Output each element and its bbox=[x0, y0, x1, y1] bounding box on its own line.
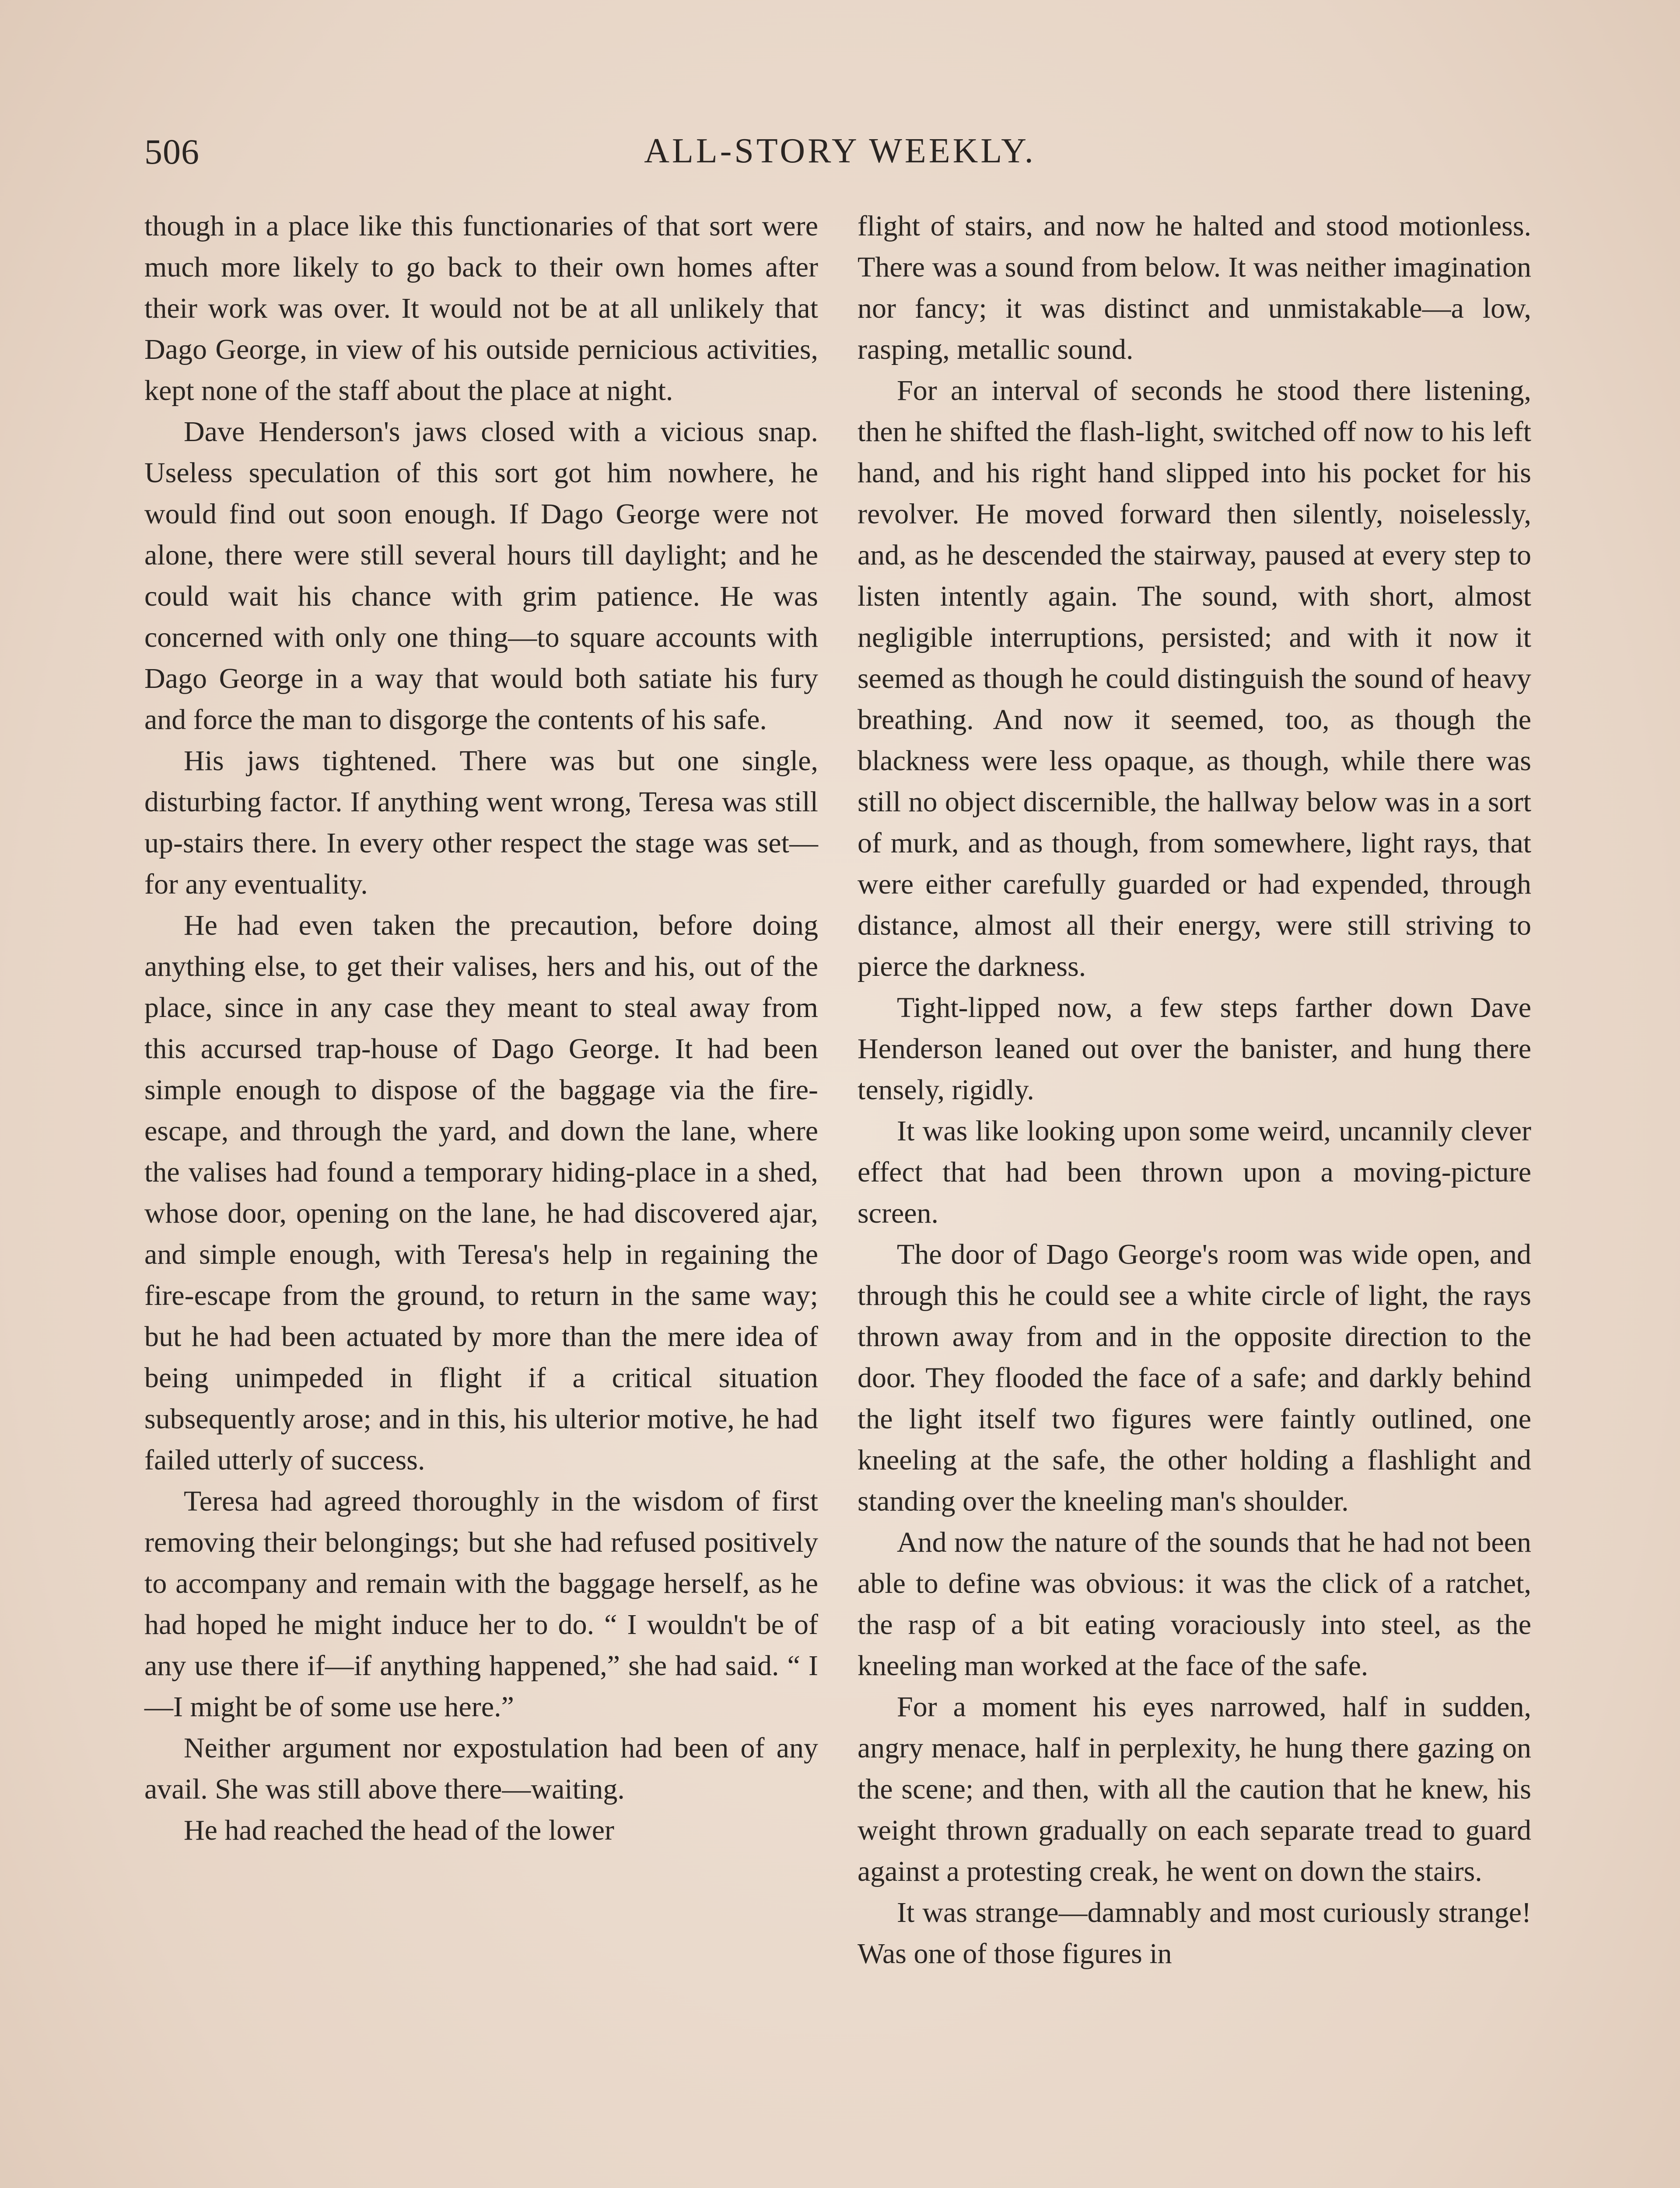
paragraph: His jaws tightened. There was but one single, disturbing factor. If anything went wrong, Teresa was still up-stairs there. In every other respect the stage was set—for any eventuality. bbox=[144, 745, 818, 900]
left-column bbox=[144, 206, 818, 1851]
paragraph: though in a place like this functionaries of that sort were much more likely to go back to their own homes after their work was over. It would not be at all unlikely that Dago George, in view of his outside pernicious activities, kept none of the staff about the place at night. bbox=[144, 210, 818, 407]
page-header bbox=[144, 131, 1536, 179]
paragraph: Tight-lipped now, a few steps farther down Dave Henderson leaned out over the banister, and hung there tensely, rigidly. bbox=[858, 992, 1531, 1106]
paragraph: It was strange—damnably and most curiously strange! Was one of those figures in bbox=[858, 1897, 1531, 1970]
paragraph: For an interval of seconds he stood there listening, then he shifted the flash-light, switched off now to his left hand, and his right hand slipped into his pocket for his revolver. He moved forward then silently, noiselessly, and, as he descended the stairway, paused at every step to listen intently again. The sound, with short, almost negligible interruptions, persisted; and with it now it seemed as though he could distinguish the sound of heavy breathing. And now it seemed, too, as though the blackness were less opaque, as though, while there was still no object discernible, the hallway below was in a sort of murk, and as though, from somewhere, light rays, that were either carefully guarded or had expended, through distance, almost all their energy, were still striving to pierce the darkness. bbox=[858, 375, 1531, 982]
paragraph: flight of stairs, and now he halted and stood motionless. There was a sound from below. It was neither imagination nor fancy; it was distinct and unmistakable—a low, rasping, metallic sound. bbox=[858, 210, 1531, 365]
running-title: ALL-STORY WEEKLY. bbox=[644, 132, 1036, 170]
paragraph: Neither argument nor expostulation had been of any avail. She was still above there—waiting. bbox=[144, 1732, 818, 1805]
page-number: 506 bbox=[144, 132, 200, 172]
paragraph: It was like looking upon some weird, uncannily clever effect that had been thrown upon a moving-picture screen. bbox=[858, 1115, 1531, 1229]
right-column bbox=[858, 206, 1531, 1974]
paragraph: The door of Dago George's room was wide open, and through this he could see a white circle of light, the rays thrown away from and in the opposite direction to the door. They flooded the face of a safe; and darkly behind the light itself two figures were faintly outlined, one kneeling at the safe, the other holding a flashlight and standing over the kneeling man's shoulder. bbox=[858, 1238, 1531, 1517]
paragraph: For a moment his eyes narrowed, half in sudden, angry menace, half in perplexity, he hung there gazing on the scene; and then, with all the caution that he knew, his weight thrown gradually on each separate tread to guard against a protesting creak, he went on down the stairs. bbox=[858, 1691, 1531, 1887]
paragraph: Dave Henderson's jaws closed with a vicious snap. Useless speculation of this sort got him nowhere, he would find out soon enough. If Dago George were not alone, there were still several hours till daylight; and he could wait his chance with grim patience. He was concerned with only one thing—to square accounts with Dago George in a way that would both satiate his fury and force the man to disgorge the contents of his safe. bbox=[144, 416, 818, 736]
paragraph: And now the nature of the sounds that he had not been able to define was obvious: it was the click of a ratchet, the rasp of a bit eating voraciously into steel, as the kneeling man worked at the face of the safe. bbox=[858, 1526, 1531, 1682]
paragraph: Teresa had agreed thoroughly in the wisdom of first removing their belongings; but she had refused positively to accompany and remain with the baggage herself, as he had hoped he might induce her to do. “ I wouldn't be of any use there if—if anything happened,” she had said. “ I—I might be of some use here.” bbox=[144, 1485, 818, 1723]
paragraph: He had reached the head of the lower bbox=[184, 1814, 615, 1846]
paragraph: He had even taken the precaution, before doing anything else, to get their valises, hers and his, out of the place, since in any case they meant to steal away from this accursed trap-house of Dago George. It had been simple enough to dispose of the baggage via the fire-escape, and through the yard, and down the lane, where the valises had found a temporary hiding-place in a shed, whose door, opening on the lane, he had discovered ajar, and simple enough, with Teresa's help in regaining the fire-escape from the ground, to return in the same way; but he had been actuated by more than the mere idea of being unimpeded in flight if a critical situation subsequently arose; and in this, his ulterior motive, he had failed utterly of success. bbox=[144, 909, 818, 1476]
